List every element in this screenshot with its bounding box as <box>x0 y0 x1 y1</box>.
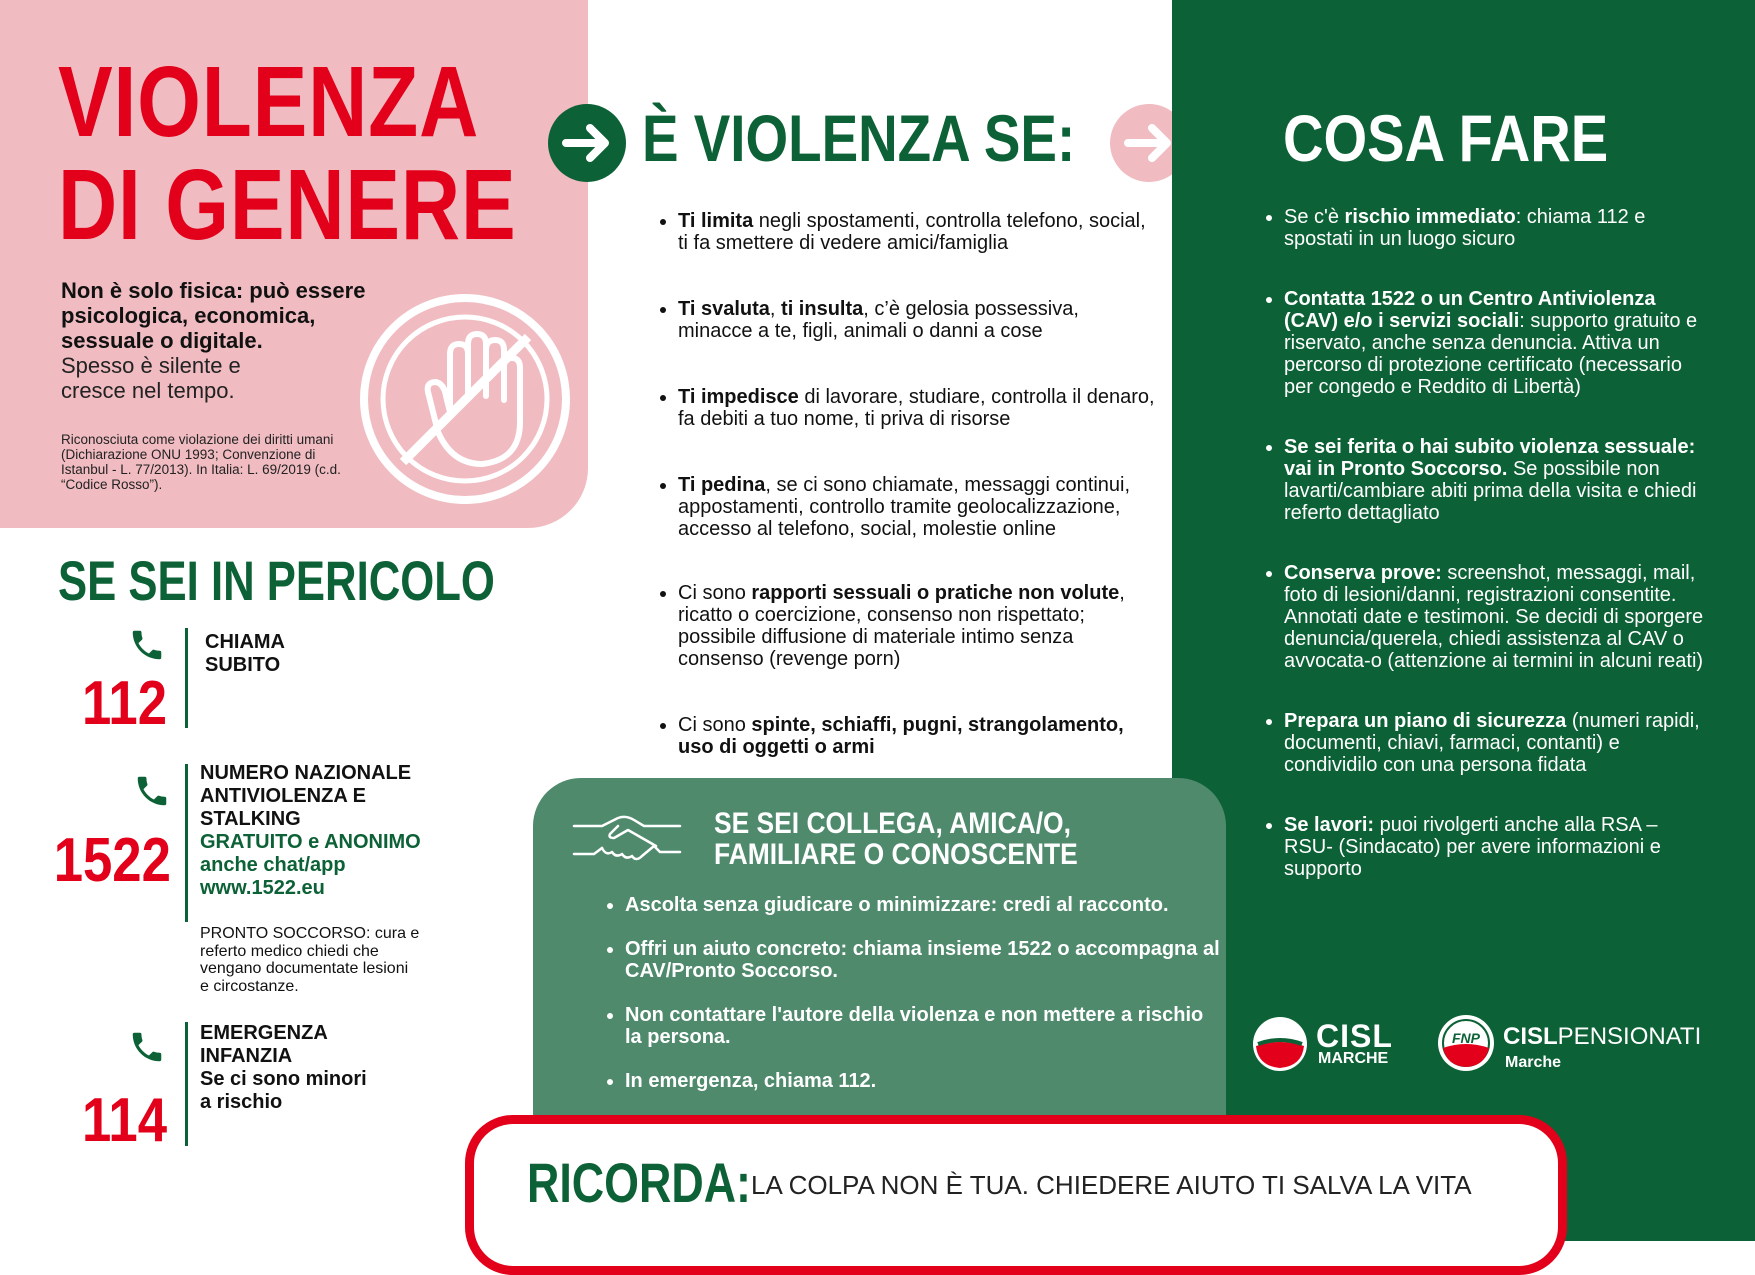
page-title-line1: VIOLENZA <box>58 46 480 158</box>
divider <box>185 1022 188 1146</box>
list-item: • Offri un aiuto concreto: chiama insieme 1522 o accompagna al CAV/Pronto Soccorso. <box>625 938 1225 982</box>
list-item: • Conserva prove: screenshot, messaggi, mail, foto di lesioni/danni, registrazioni consentite. Annotati date e testimoni. Se decidi di sporgere denuncia/querela, chiedi assistenza al CAV o avvocata-o (attenzione ai termini in alcuni reati) <box>1284 562 1704 672</box>
number-1522: 1522 <box>53 826 171 895</box>
fnp-badge: FNP <box>1452 1030 1480 1046</box>
danger-title: SE SEI IN PERICOLO <box>58 549 495 612</box>
reminder-text: LA COLPA NON È TUA. CHIEDERE AIUTO TI SALVA LA VITA <box>751 1170 1472 1200</box>
number-112: 112 <box>81 669 167 738</box>
supporter-title: SE SEI COLLEGA, AMICA/O, FAMILIARE O CONOSCENTE <box>714 807 1078 871</box>
violence-signs-list <box>652 210 1158 802</box>
list-item: • Ascolta senza giudicare o minimizzare: credi al racconto. <box>625 894 1225 916</box>
label-112: CHIAMA SUBITO <box>205 631 285 676</box>
phone-icon <box>133 772 171 810</box>
list-item: • Se lavori: puoi rivolgerti anche alla RSA – RSU- (Sindacato) per avere informazioni e supporto <box>1284 814 1704 880</box>
what-to-do-title: COSA FARE <box>1283 101 1609 175</box>
stop-hand-icon <box>358 292 572 506</box>
label-1522: NUMERO NAZIONALE ANTIVIOLENZA E STALKING GRATUITO e ANONIMO anche chat/app www.1522.eu <box>200 762 421 899</box>
cisl-logo-region: MARCHE <box>1318 1050 1389 1067</box>
list-item: • Contatta 1522 o un Centro Antiviolenza (CAV) e/o i servizi sociali: supporto gratuito e riservato, anche senza denuncia. Attiva un percorso di protezione certificato (necessario per congedo e Reddito di Libertà) <box>1284 288 1704 398</box>
list-item: • Se sei ferita o hai subito violenza sessuale: vai in Pronto Soccorso. Se possibile non lavarti/cambiare abiti prima della visita e chiedi referto dettagliato <box>1284 436 1704 524</box>
list-item: • In emergenza, chiama 112. <box>625 1070 1225 1092</box>
what-to-do-list <box>1258 206 1704 918</box>
handshake-icon <box>572 808 682 868</box>
fnp-logo-name: CISLPENSIONATI <box>1503 1023 1702 1050</box>
intro-text: Spesso è silente e cresce nel tempo. <box>61 353 241 403</box>
arrow-right-icon <box>548 104 626 182</box>
divider <box>185 764 188 922</box>
phone-icon <box>128 626 166 664</box>
list-item: • Non contattare l'autore della violenza e non mettere a rischio la persona. <box>625 1004 1225 1048</box>
cisl-logo-name: CISL <box>1316 1018 1393 1054</box>
supporter-list <box>600 894 1225 1114</box>
list-item: • Ti limita negli spostamenti, controlla telefono, social, ti fa smettere di vedere amici/famiglia <box>678 210 1158 254</box>
list-item: • Ci sono rapporti sessuali o pratiche non volute, ricatto o coercizione, consenso non rispettato; possibile diffusione di materiale intimo senza consenso (revenge porn) <box>678 582 1158 670</box>
list-item: • Ti pedina, se ci sono chiamate, messaggi continui, appostamenti, controllo tramite geolocalizzazione, accesso al telefono, social, molestie online <box>678 474 1158 540</box>
pronto-soccorso-note: PRONTO SOCCORSO: cura e referto medico chiedi che vengano documentate lesioni e circostanze. <box>200 925 420 995</box>
list-item: • Ti svaluta, ti insulta, c’è gelosia possessiva, minacce a te, figli, animali o danni a cose <box>678 298 1158 342</box>
list-item: • Prepara un piano di sicurezza (numeri rapidi, documenti, chiavi, farmaci, contanti) e condividilo con una persona fidata <box>1284 710 1704 776</box>
fnp-logo-region: Marche <box>1505 1054 1562 1071</box>
divider <box>185 628 188 728</box>
page-title-line2: DI GENERE <box>58 149 517 261</box>
list-item: • Se c'è rischio immediato: chiama 112 e spostati in un luogo sicuro <box>1284 206 1704 250</box>
legal-note: Riconosciuta come violazione dei diritti umani (Dichiarazione ONU 1993; Convenzione di Istanbul - L. 77/2013). In Italia: L. 69/2019 (c.d. “Codice Rosso”). <box>61 432 341 492</box>
reminder-label: RICORDA: <box>527 1151 751 1214</box>
phone-icon <box>128 1028 166 1066</box>
violence-section-title: È VIOLENZA SE: <box>642 101 1076 175</box>
list-item: • Ti impedisce di lavorare, studiare, controlla il denaro, fa debiti a tuo nome, ti priva di risorse <box>678 386 1158 430</box>
label-114: EMERGENZA INFANZIA Se ci sono minori a rischio <box>200 1022 367 1113</box>
number-114: 114 <box>81 1086 167 1155</box>
cisl-logo-icon <box>1252 1016 1308 1072</box>
intro-bold-text: Non è solo fisica: può essere psicologica, economica, sessuale o digitale. <box>61 278 366 353</box>
list-item: • Ci sono spinte, schiaffi, pugni, strangolamento, uso di oggetti o armi <box>678 714 1158 758</box>
